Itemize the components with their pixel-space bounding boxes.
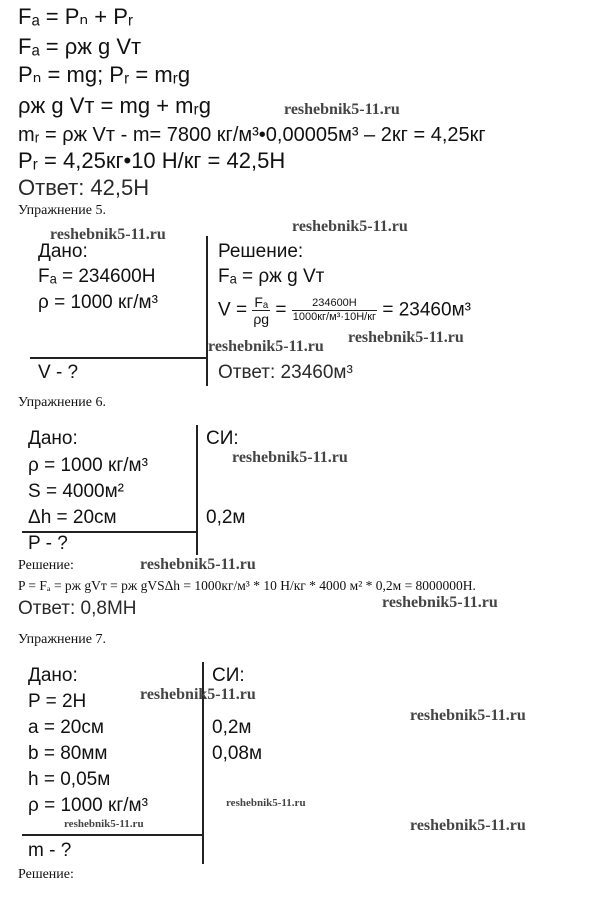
section-title: Упражнение 5. — [18, 203, 106, 218]
given-item: P = 2Н — [28, 691, 87, 712]
given-item: b = 80мм — [28, 743, 108, 764]
formula-line: mᵣ = ρж Vт - m= 7800 кг/м³•0,00005м³ – 2кг = 4,25кг — [18, 124, 486, 146]
formula-line: P = Fₐ = pж gVт = pж gVSΔh = 1000кг/м³ * 10 Н/кг * 4000 м² * 0,2м = 8000000Н. — [18, 578, 476, 593]
watermark: reshebnik5-11.ru — [232, 449, 348, 466]
watermark: reshebnik5-11.ru — [382, 594, 498, 611]
answer: Ответ: 0,8МН — [18, 598, 137, 619]
given-header: Дано: — [28, 428, 78, 449]
given-item: ρ = 1000 кг/м³ — [38, 292, 158, 313]
fraction — [292, 297, 377, 324]
watermark: reshebnik5-11.ru — [140, 556, 256, 573]
find-item: V - ? — [38, 362, 79, 383]
formula-line — [218, 294, 471, 327]
given-header: Дано: — [38, 241, 88, 262]
given-item: Fₐ = 234600Н — [38, 266, 156, 287]
find-item: m - ? — [28, 840, 72, 861]
formula-line: Pᵣ = 4,25кг•10 Н/кг = 42,5Н — [18, 148, 286, 173]
solution-label: Решение: — [18, 558, 74, 573]
table-divider-horizontal — [22, 834, 204, 836]
watermark: reshebnik5-11.ru — [64, 818, 144, 830]
watermark: reshebnik5-11.ru — [410, 707, 526, 724]
given-item: ρ = 1000 кг/м³ — [28, 455, 148, 476]
table-divider-vertical — [206, 236, 208, 386]
solution-header: Решение: — [218, 241, 304, 262]
watermark: reshebnik5-11.ru — [140, 686, 256, 703]
given-item: Δh = 20см — [28, 507, 117, 528]
si-item: 0,2м — [212, 717, 252, 738]
section-title: Упражнение 6. — [18, 395, 106, 410]
fraction-numerator: 234600Н — [292, 297, 377, 311]
formula-line: Fₐ = Pₙ + Pᵣ — [18, 4, 134, 29]
answer: Ответ: 42,5Н — [18, 175, 150, 200]
watermark: reshebnik5-11.ru — [208, 338, 324, 355]
watermark: reshebnik5-11.ru — [50, 226, 166, 243]
answer: Ответ: 23460м³ — [218, 362, 353, 383]
find-item: P - ? — [28, 533, 68, 554]
fraction-denominator: ρg — [253, 311, 270, 327]
watermark: reshebnik5-11.ru — [410, 817, 526, 834]
fraction-numerator: Fₐ — [254, 294, 269, 310]
section-title: Упражнение 7. — [18, 632, 106, 647]
given-item: a = 20см — [28, 717, 104, 738]
watermark: reshebnik5-11.ru — [348, 329, 464, 346]
si-header: СИ: — [212, 665, 245, 686]
table-divider-horizontal — [30, 357, 208, 359]
watermark: reshebnik5-11.ru — [226, 797, 306, 809]
formula-line: ρж g Vт = mg + mᵣg — [18, 93, 211, 118]
given-header: Дано: — [28, 665, 78, 686]
solution-label: Решение: — [18, 867, 74, 882]
given-item: S = 4000м² — [28, 481, 124, 502]
formula-rhs: = 23460м³ — [382, 299, 471, 321]
fraction — [252, 294, 270, 327]
table-divider-vertical — [196, 425, 198, 555]
formula-lhs: V = — [218, 299, 248, 321]
si-item: 0,08м — [212, 743, 263, 764]
formula-line: Fₐ = ρж g Vт — [218, 266, 325, 287]
watermark: reshebnik5-11.ru — [292, 218, 408, 235]
formula-line: Pₙ = mg; Pᵣ = mᵣg — [18, 62, 191, 87]
watermark: reshebnik5-11.ru — [284, 101, 400, 118]
given-item: ρ = 1000 кг/м³ — [28, 795, 148, 816]
given-item: h = 0,05м — [28, 769, 111, 790]
equals-sign: = — [275, 299, 287, 321]
formula-line: Fₐ = ρж g Vт — [18, 34, 142, 59]
si-item: 0,2м — [206, 507, 246, 528]
fraction-denominator: 1000кг/м³·10Н/кг — [292, 311, 377, 323]
si-header: СИ: — [206, 428, 239, 449]
table-divider-horizontal — [22, 531, 198, 533]
